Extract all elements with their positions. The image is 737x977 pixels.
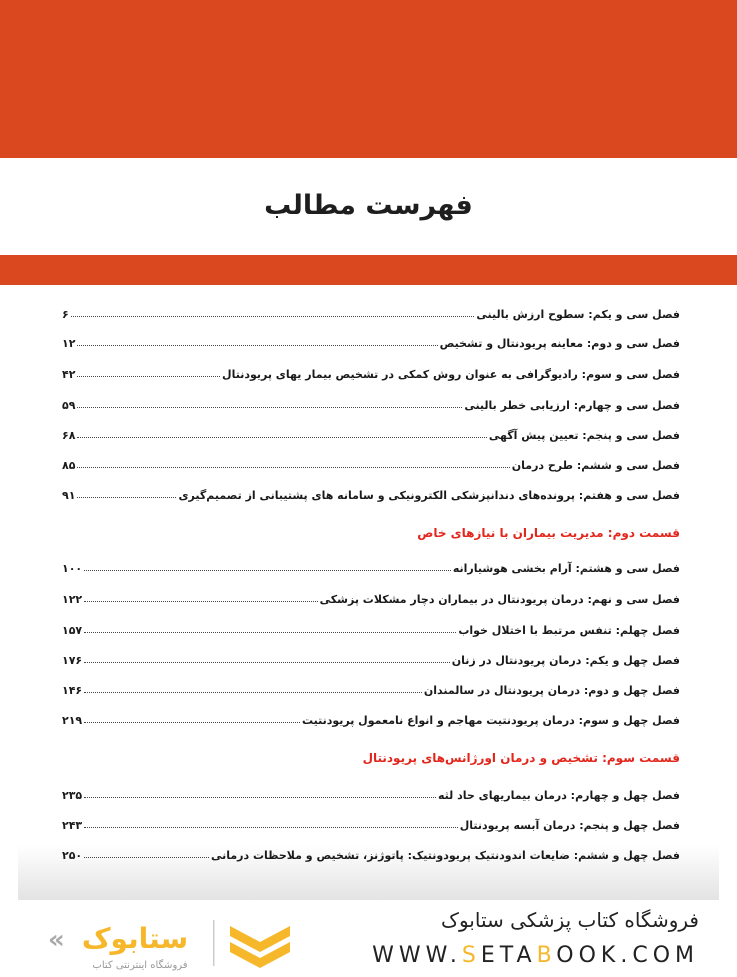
chapter-title: فصل چهل و یکم: درمان پریودنتال در زنان — [451, 654, 680, 667]
page-number: ۱۲ — [62, 337, 76, 350]
leader-dots — [84, 797, 436, 798]
shop-url[interactable]: WWW.SETABOOK.COM — [372, 943, 699, 968]
svg-text:«: « — [48, 925, 65, 955]
toc-entry[interactable] — [62, 332, 680, 350]
toc-entry[interactable] — [62, 363, 680, 381]
page-number: ۴۲ — [62, 368, 76, 381]
page-number: ۸۵ — [62, 459, 76, 472]
page-number: ۲۱۹ — [62, 714, 83, 727]
page-number: ۱۴۶ — [62, 684, 83, 697]
leader-dots — [77, 376, 220, 377]
leader-dots — [84, 570, 451, 571]
page-number: ۱۵۷ — [62, 624, 83, 637]
chevron-logo-icon — [230, 926, 290, 968]
toc-entry[interactable] — [62, 484, 680, 502]
leader-dots — [84, 692, 422, 693]
leader-dots — [77, 345, 437, 346]
toc-entry[interactable] — [62, 709, 680, 727]
page-number: ۲۵۰ — [62, 849, 83, 862]
chapter-title: فصل چهل و سوم: درمان پریودنتیت مهاجم و انواع نامعمول پریودنتیت — [301, 714, 680, 727]
svg-text:ستابوک: ستابوک — [81, 922, 189, 955]
page-number: ۱۲۲ — [62, 593, 83, 606]
chapter-title: فصل سی و یکم: سطوح ارزش بالینی — [476, 308, 680, 321]
chapter-title: فصل سی و هفتم: پروندەهای دندانپزشکی الکترونیکی و سامانه های پشتیبانی از تصمیم‌گیری — [178, 489, 680, 502]
chapter-title: فصل سی و نهم: درمان پریودنتال در بیماران دچار مشکلات پزشکی — [319, 593, 680, 606]
leader-dots — [77, 407, 462, 408]
leader-dots — [77, 467, 509, 468]
toc-entry[interactable] — [62, 679, 680, 697]
toc-entry[interactable] — [62, 844, 680, 862]
toc-entry[interactable] — [62, 588, 680, 606]
page-number: ۵۹ — [62, 399, 76, 412]
chapter-title: فصل چهل و ششم: ضایعات اندودنتیک پریودونتیک: پاتوژنز، تشخیص و ملاحظات درمانی — [210, 849, 680, 862]
toc-entry[interactable] — [62, 619, 680, 637]
leader-dots — [84, 827, 458, 828]
leader-dots — [84, 662, 450, 663]
accent-stripe — [0, 255, 737, 285]
toc-entry[interactable] — [62, 814, 680, 832]
svg-text:فروشگاه اینترنتی کتاب: فروشگاه اینترنتی کتاب — [92, 960, 188, 971]
toc-entry[interactable] — [62, 454, 680, 472]
toc-entry[interactable] — [62, 303, 680, 321]
leader-dots — [71, 316, 475, 317]
page-number: ۶ — [62, 308, 69, 321]
page-title: فهرست مطالب — [264, 190, 473, 221]
leader-dots — [84, 857, 209, 858]
leader-dots — [77, 437, 486, 438]
chapter-title: فصل چهل و چهارم: درمان بیماریهای حاد لثه — [438, 789, 680, 802]
toc-entry[interactable] — [62, 557, 680, 575]
toc-entry[interactable] — [62, 394, 680, 412]
leader-dots — [84, 632, 456, 633]
setabook-logo — [30, 912, 300, 972]
toc-entry[interactable] — [62, 649, 680, 667]
page-number: ۱۰۰ — [62, 562, 83, 575]
section-heading: قسمت سوم: تشخیص و درمان اورژانس‌های پریودنتال — [362, 751, 680, 765]
page-number: ۹۱ — [62, 489, 76, 502]
leader-dots — [77, 497, 176, 498]
header-band — [0, 0, 737, 158]
section-heading: قسمت دوم: مدیریت بیماران با نیازهای خاص — [417, 526, 680, 540]
chapter-title: فصل سی و ششم: طرح درمان — [511, 459, 680, 472]
page-number: ۲۳۵ — [62, 789, 83, 802]
chapter-title: فصل سی و چهارم: ارزیابی خطر بالینی — [464, 399, 680, 412]
shop-name: فروشگاه کتاب پزشکی ستابوک — [441, 908, 699, 932]
toc-entry[interactable] — [62, 784, 680, 802]
page-number: ۶۸ — [62, 429, 76, 442]
chapter-title: فصل سی و سوم: رادیوگرافی به عنوان روش کمکی در تشخیص بیمار یهای پریودنتال — [222, 368, 680, 381]
chapter-title: فصل سی و دوم: معاینه پریودنتال و تشخیص — [439, 337, 680, 350]
leader-dots — [84, 722, 300, 723]
toc-entry[interactable] — [62, 424, 680, 442]
chapter-title: فصل چهلم: تنفس مرتبط با اختلال خواب — [458, 624, 680, 637]
chapter-title: فصل سی و هشتم: آرام بخشی هوشیارانه — [452, 562, 680, 575]
chapter-title: فصل چهل و پنجم: درمان آبسه پریودنتال — [459, 819, 680, 832]
page-number: ۲۴۳ — [62, 819, 83, 832]
chapter-title: فصل سی و پنجم: تعیین پیش آگهی — [488, 429, 680, 442]
leader-dots — [84, 601, 317, 602]
chapter-title: فصل چهل و دوم: درمان پریودنتال در سالمندان — [423, 684, 680, 697]
page-number: ۱۷۶ — [62, 654, 83, 667]
